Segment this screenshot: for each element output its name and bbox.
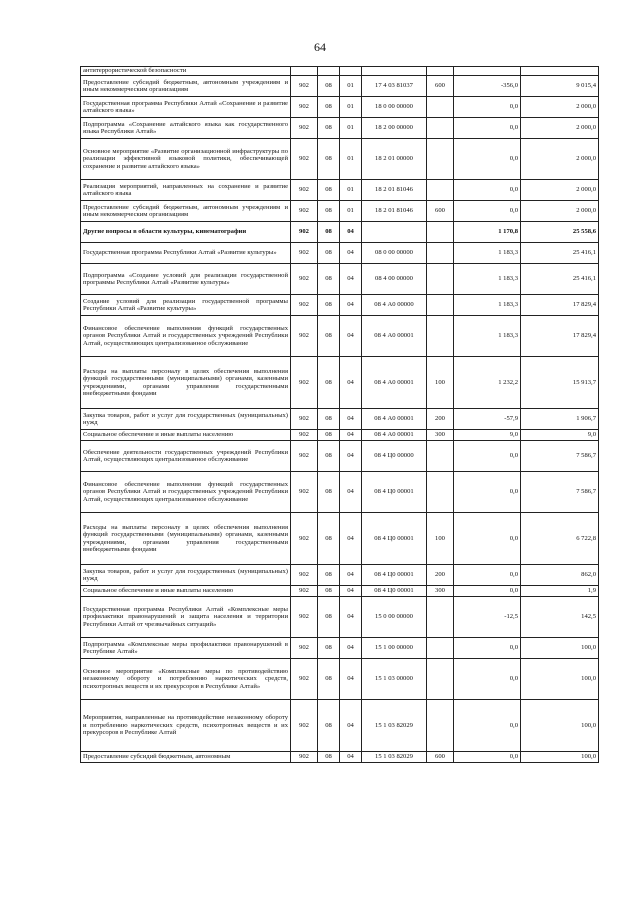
row-name-cell: Создание условий для реализации государственной программы Республики Алтай «Развитие культуры» [81, 295, 291, 316]
row-name-cell: Закупка товаров, работ и услуг для государственных (муниципальных) нужд [81, 409, 291, 430]
change-amount-cell: 0,0 [454, 565, 521, 586]
rz-cell: 08 [318, 597, 340, 638]
csr-cell: 18 2 00 00000 [362, 118, 427, 139]
rz-cell: 08 [318, 638, 340, 659]
vr-cell [427, 700, 454, 752]
ved-cell: 902 [291, 264, 318, 295]
pr-cell [340, 67, 362, 76]
ved-cell: 902 [291, 565, 318, 586]
ved-cell: 902 [291, 357, 318, 409]
total-amount-cell: 25 416,1 [521, 264, 599, 295]
change-amount-cell: 0,0 [454, 513, 521, 565]
change-amount-cell: -57,9 [454, 409, 521, 430]
table-row [81, 67, 599, 76]
vr-cell [427, 472, 454, 513]
rz-cell: 08 [318, 700, 340, 752]
rz-cell: 08 [318, 139, 340, 180]
change-amount-cell: 9,0 [454, 430, 521, 441]
rz-cell: 08 [318, 295, 340, 316]
change-amount-cell: 0,0 [454, 472, 521, 513]
total-amount-cell [521, 67, 599, 76]
change-amount-cell: 1 170,8 [454, 222, 521, 243]
row-name-cell: антитеррористической безопасности [81, 67, 291, 76]
row-name-cell: Мероприятия, направленные на противодействие незаконному обороту и потреблению наркотических средств, психотропных веществ и их прекурсоров в Республике Алтай [81, 700, 291, 752]
change-amount-cell: 0,0 [454, 118, 521, 139]
pr-cell: 04 [340, 565, 362, 586]
rz-cell: 08 [318, 76, 340, 97]
rz-cell: 08 [318, 565, 340, 586]
csr-cell: 08 4 Ц0 00000 [362, 441, 427, 472]
vr-cell [427, 222, 454, 243]
row-name-cell: Другие вопросы в области культуры, кинематографии [81, 222, 291, 243]
vr-cell [427, 139, 454, 180]
ved-cell: 902 [291, 659, 318, 700]
pr-cell: 04 [340, 243, 362, 264]
rz-cell: 08 [318, 180, 340, 201]
table-row [81, 597, 599, 638]
rz-cell: 08 [318, 118, 340, 139]
vr-cell [427, 67, 454, 76]
change-amount-cell: 1 183,3 [454, 316, 521, 357]
vr-cell: 100 [427, 513, 454, 565]
csr-cell: 08 4 Ц0 00001 [362, 565, 427, 586]
csr-cell: 15 0 00 00000 [362, 597, 427, 638]
total-amount-cell: 7 586,7 [521, 472, 599, 513]
change-amount-cell: 0,0 [454, 441, 521, 472]
pr-cell: 04 [340, 316, 362, 357]
ved-cell: 902 [291, 586, 318, 597]
ved-cell: 902 [291, 316, 318, 357]
row-name-cell: Расходы на выплаты персоналу в целях обеспечения выполнения функций государственными (муниципальными) органами, казенными учреждениями, органами управления государственными внебюджетными фондами [81, 513, 291, 565]
rz-cell: 08 [318, 659, 340, 700]
change-amount-cell: -12,5 [454, 597, 521, 638]
table-row [81, 472, 599, 513]
rz-cell: 08 [318, 472, 340, 513]
ved-cell: 902 [291, 97, 318, 118]
total-amount-cell: 142,5 [521, 597, 599, 638]
rz-cell: 08 [318, 222, 340, 243]
ved-cell: 902 [291, 201, 318, 222]
row-name-cell: Подпрограмма «Сохранение алтайского языка как государственного языка Республики Алтай» [81, 118, 291, 139]
rz-cell: 08 [318, 586, 340, 597]
row-name-cell: Закупка товаров, работ и услуг для государственных (муниципальных) нужд [81, 565, 291, 586]
csr-cell: 15 1 03 00000 [362, 659, 427, 700]
change-amount-cell: 1 232,2 [454, 357, 521, 409]
pr-cell: 04 [340, 513, 362, 565]
csr-cell: 08 4 А0 00001 [362, 357, 427, 409]
pr-cell: 04 [340, 441, 362, 472]
ved-cell: 902 [291, 700, 318, 752]
rz-cell: 08 [318, 357, 340, 409]
vr-cell [427, 295, 454, 316]
rz-cell: 08 [318, 441, 340, 472]
csr-cell: 08 4 00 00000 [362, 264, 427, 295]
total-amount-cell: 9 015,4 [521, 76, 599, 97]
ved-cell: 902 [291, 139, 318, 180]
csr-cell: 17 4 03 81037 [362, 76, 427, 97]
vr-cell [427, 180, 454, 201]
total-amount-cell: 15 913,7 [521, 357, 599, 409]
total-amount-cell: 100,0 [521, 752, 599, 763]
rz-cell: 08 [318, 243, 340, 264]
table-row [81, 118, 599, 139]
pr-cell: 04 [340, 357, 362, 409]
vr-cell: 200 [427, 409, 454, 430]
row-name-cell: Государственная программа Республики Алтай «Комплексные меры профилактики правонарушений и защита населения и территории Республики Алтай от чрезвычайных ситуаций» [81, 597, 291, 638]
change-amount-cell: 0,0 [454, 180, 521, 201]
rz-cell: 08 [318, 201, 340, 222]
ved-cell: 902 [291, 472, 318, 513]
csr-cell: 08 4 Ц0 00001 [362, 472, 427, 513]
total-amount-cell: 2 000,0 [521, 201, 599, 222]
table-row [81, 752, 599, 763]
table-row [81, 139, 599, 180]
change-amount-cell: -356,0 [454, 76, 521, 97]
vr-cell: 600 [427, 201, 454, 222]
vr-cell: 200 [427, 565, 454, 586]
csr-cell [362, 222, 427, 243]
pr-cell: 04 [340, 586, 362, 597]
ved-cell: 902 [291, 752, 318, 763]
csr-cell: 18 0 00 00000 [362, 97, 427, 118]
rz-cell: 08 [318, 264, 340, 295]
total-amount-cell: 100,0 [521, 700, 599, 752]
change-amount-cell: 0,0 [454, 139, 521, 180]
total-amount-cell: 2 000,0 [521, 118, 599, 139]
row-name-cell: Подпрограмма «Комплексные меры профилактики правонарушений в Республике Алтай» [81, 638, 291, 659]
vr-cell: 300 [427, 430, 454, 441]
row-name-cell: Финансовое обеспечение выполнения функций государственных органов Республики Алтай и государственных учреждений Республики Алтай, осуществляющих централизованное обслуживание [81, 472, 291, 513]
vr-cell: 600 [427, 76, 454, 97]
pr-cell: 04 [340, 659, 362, 700]
ved-cell: 902 [291, 638, 318, 659]
ved-cell: 902 [291, 222, 318, 243]
change-amount-cell [454, 67, 521, 76]
csr-cell: 08 4 А0 00001 [362, 430, 427, 441]
pr-cell: 01 [340, 76, 362, 97]
table-row [81, 76, 599, 97]
vr-cell [427, 441, 454, 472]
row-name-cell: Предоставление субсидий бюджетным, автономным учреждениям и иным некоммерческим организациям [81, 201, 291, 222]
vr-cell [427, 97, 454, 118]
pr-cell: 04 [340, 430, 362, 441]
row-name-cell: Социальное обеспечение и иные выплаты населению [81, 586, 291, 597]
table-row [81, 295, 599, 316]
ved-cell: 902 [291, 409, 318, 430]
vr-cell: 600 [427, 752, 454, 763]
total-amount-cell: 25 416,1 [521, 243, 599, 264]
pr-cell: 01 [340, 180, 362, 201]
rz-cell: 08 [318, 316, 340, 357]
change-amount-cell: 0,0 [454, 700, 521, 752]
change-amount-cell: 1 183,3 [454, 264, 521, 295]
table-row [81, 441, 599, 472]
rz-cell [318, 67, 340, 76]
total-amount-cell: 2 000,0 [521, 180, 599, 201]
ved-cell [291, 67, 318, 76]
csr-cell: 18 2 01 81046 [362, 180, 427, 201]
table-row [81, 700, 599, 752]
pr-cell: 04 [340, 409, 362, 430]
table-row [81, 409, 599, 430]
vr-cell [427, 638, 454, 659]
rz-cell: 08 [318, 513, 340, 565]
total-amount-cell: 100,0 [521, 659, 599, 700]
pr-cell: 04 [340, 222, 362, 243]
pr-cell: 04 [340, 638, 362, 659]
csr-cell: 18 2 01 81046 [362, 201, 427, 222]
row-name-cell: Основное мероприятие «Развитие организационной инфраструктуры по реализации эффективной языковой политики, обеспечивающей сохранение и развитие алтайского языка» [81, 139, 291, 180]
vr-cell: 300 [427, 586, 454, 597]
table-row [81, 565, 599, 586]
change-amount-cell: 0,0 [454, 586, 521, 597]
row-name-cell: Подпрограмма «Создание условий для реализации государственной программы Республики Алтай «Развитие культуры» [81, 264, 291, 295]
total-amount-cell: 7 586,7 [521, 441, 599, 472]
vr-cell [427, 597, 454, 638]
vr-cell [427, 264, 454, 295]
csr-cell: 08 4 А0 00001 [362, 316, 427, 357]
total-amount-cell: 100,0 [521, 638, 599, 659]
ved-cell: 902 [291, 243, 318, 264]
table-row [81, 316, 599, 357]
pr-cell: 04 [340, 597, 362, 638]
table-row [81, 264, 599, 295]
budget-table [80, 66, 599, 763]
rz-cell: 08 [318, 97, 340, 118]
change-amount-cell: 0,0 [454, 638, 521, 659]
rz-cell: 08 [318, 409, 340, 430]
row-name-cell: Обеспечение деятельности государственных учреждений Республики Алтай, осуществляющих централизованное обслуживание [81, 441, 291, 472]
pr-cell: 04 [340, 264, 362, 295]
row-name-cell: Государственная программа Республики Алтай «Развитие культуры» [81, 243, 291, 264]
csr-cell [362, 67, 427, 76]
total-amount-cell: 17 829,4 [521, 316, 599, 357]
total-amount-cell: 6 722,8 [521, 513, 599, 565]
row-name-cell: Предоставление субсидий бюджетным, автономным учреждениям и иным некоммерческим организациям [81, 76, 291, 97]
ved-cell: 902 [291, 180, 318, 201]
csr-cell: 15 1 00 00000 [362, 638, 427, 659]
vr-cell: 100 [427, 357, 454, 409]
total-amount-cell: 2 000,0 [521, 97, 599, 118]
table-row [81, 659, 599, 700]
ved-cell: 902 [291, 513, 318, 565]
change-amount-cell: 0,0 [454, 201, 521, 222]
rz-cell: 08 [318, 430, 340, 441]
ved-cell: 902 [291, 441, 318, 472]
row-name-cell: Предоставление субсидий бюджетным, автономным [81, 752, 291, 763]
csr-cell: 08 4 А0 00001 [362, 409, 427, 430]
change-amount-cell: 1 183,3 [454, 243, 521, 264]
rz-cell: 08 [318, 752, 340, 763]
csr-cell: 15 1 03 82029 [362, 752, 427, 763]
total-amount-cell: 2 000,0 [521, 139, 599, 180]
change-amount-cell: 1 183,3 [454, 295, 521, 316]
total-amount-cell: 1,9 [521, 586, 599, 597]
pr-cell: 01 [340, 97, 362, 118]
vr-cell [427, 659, 454, 700]
table-row [81, 180, 599, 201]
ved-cell: 902 [291, 430, 318, 441]
total-amount-cell: 862,0 [521, 565, 599, 586]
csr-cell: 08 4 А0 00000 [362, 295, 427, 316]
total-amount-cell: 1 906,7 [521, 409, 599, 430]
vr-cell [427, 118, 454, 139]
pr-cell: 04 [340, 700, 362, 752]
csr-cell: 08 4 Ц0 00001 [362, 586, 427, 597]
ved-cell: 902 [291, 118, 318, 139]
pr-cell: 04 [340, 295, 362, 316]
ved-cell: 902 [291, 295, 318, 316]
total-amount-cell: 17 829,4 [521, 295, 599, 316]
csr-cell: 15 1 03 82029 [362, 700, 427, 752]
row-name-cell: Основное мероприятие «Комплексные меры по противодействию незаконному обороту и потреблению наркотических средств, психотропных веществ и их прекурсоров в Республике Алтай» [81, 659, 291, 700]
pr-cell: 01 [340, 139, 362, 180]
pr-cell: 01 [340, 118, 362, 139]
row-name-cell: Социальное обеспечение и иные выплаты населению [81, 430, 291, 441]
table-row [81, 201, 599, 222]
ved-cell: 902 [291, 597, 318, 638]
pr-cell: 04 [340, 472, 362, 513]
total-amount-cell: 25 558,6 [521, 222, 599, 243]
table-row [81, 97, 599, 118]
table-row [81, 638, 599, 659]
csr-cell: 08 4 Ц0 00001 [362, 513, 427, 565]
vr-cell [427, 316, 454, 357]
table-row [81, 357, 599, 409]
row-name-cell: Реализация мероприятий, направленных на сохранение и развитие алтайского языка [81, 180, 291, 201]
row-name-cell: Финансовое обеспечение выполнения функций государственных органов Республики Алтай и государственных учреждений Республики Алтай, осуществляющих централизованное обслуживание [81, 316, 291, 357]
change-amount-cell: 0,0 [454, 752, 521, 763]
csr-cell: 18 2 01 00000 [362, 139, 427, 180]
row-name-cell: Расходы на выплаты персоналу в целях обеспечения выполнения функций государственными (муниципальными) органами, казенными учреждениями, органами управления государственными внебюджетными фондами [81, 357, 291, 409]
ved-cell: 902 [291, 76, 318, 97]
table-body [81, 67, 599, 763]
csr-cell: 08 0 00 00000 [362, 243, 427, 264]
vr-cell [427, 243, 454, 264]
total-amount-cell: 9,0 [521, 430, 599, 441]
change-amount-cell: 0,0 [454, 97, 521, 118]
change-amount-cell: 0,0 [454, 659, 521, 700]
row-name-cell: Государственная программа Республики Алтай «Сохранение и развитие алтайского языка» [81, 97, 291, 118]
page-number: 64 [314, 40, 326, 54]
table-row [81, 513, 599, 565]
table-row [81, 243, 599, 264]
table-row [81, 430, 599, 441]
pr-cell: 01 [340, 201, 362, 222]
pr-cell: 04 [340, 752, 362, 763]
table-row [81, 586, 599, 597]
table-row [81, 222, 599, 243]
